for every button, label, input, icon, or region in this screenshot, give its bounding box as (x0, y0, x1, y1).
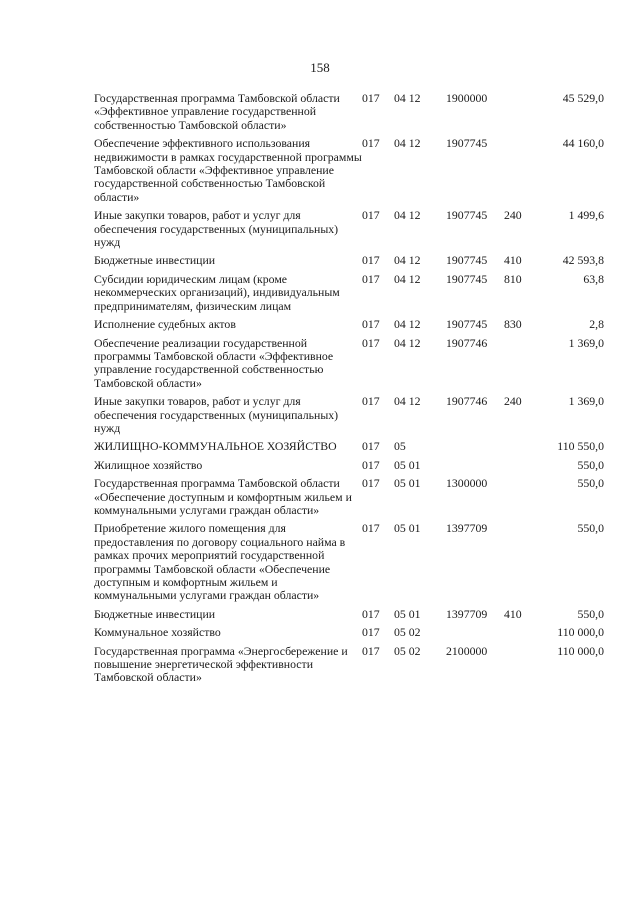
table-row (94, 337, 604, 396)
row-section-code: 05 02 (394, 625, 421, 640)
row-name: Бюджетные инвестиции (94, 253, 216, 268)
row-amount: 110 000,0 (557, 625, 604, 640)
row-target-code: 1907745 (446, 208, 488, 223)
row-expense-type-code: 410 (504, 606, 522, 621)
row-target-code: 1907745 (446, 317, 488, 332)
page-number: 158 (310, 60, 330, 75)
row-name: Государственная программа Тамбовской области «Обеспечение доступным и комфортным жильем и коммунальными услугами граждан области» (94, 476, 352, 517)
budget-table-body (94, 92, 604, 690)
table-row (94, 477, 604, 522)
table-row (94, 522, 604, 607)
row-grbs-code: 017 (362, 136, 380, 151)
row-section-code: 04 12 (394, 317, 421, 332)
row-expense-type-code (504, 522, 540, 607)
row-name: Исполнение судебных актов (94, 317, 236, 332)
table-row (94, 459, 604, 477)
row-grbs-code: 017 (362, 91, 380, 105)
row-expense-type-code (504, 137, 540, 209)
row-section-code: 05 01 (394, 476, 421, 491)
row-amount: 110 000,0 (557, 643, 604, 658)
row-target-code: 1907745 (446, 253, 488, 268)
row-section-code: 05 02 (394, 643, 421, 658)
row-name: Приобретение жилого помещения для предоставления по договору социального найма в рамках прочих мероприятий государственной программы Тамбовской области «Обеспечение доступным и комфортным жильем и коммунальными услугами граждан области» (94, 521, 346, 603)
row-target-code: 1907746 (446, 394, 488, 409)
row-grbs-code: 017 (362, 208, 380, 223)
row-target-code: 1907745 (446, 271, 488, 286)
row-section-code: 04 12 (394, 208, 421, 223)
row-section-code: 05 01 (394, 457, 421, 472)
row-target-code (446, 626, 504, 644)
row-grbs-code: 017 (362, 394, 380, 409)
row-expense-type-code: 830 (504, 317, 522, 332)
row-section-code: 05 01 (394, 521, 421, 536)
row-expense-type-code: 410 (504, 253, 522, 268)
row-amount: 1 369,0 (568, 394, 604, 409)
row-expense-type-code (504, 337, 540, 396)
row-grbs-code: 017 (362, 476, 380, 491)
table-row (94, 254, 604, 272)
row-section-code: 04 12 (394, 394, 421, 409)
row-name: Коммунальное хозяйство (94, 625, 221, 640)
row-section-code: 04 12 (394, 136, 421, 151)
row-target-code: 1900000 (446, 91, 488, 105)
row-expense-type-code (504, 92, 540, 137)
row-name: Субсидии юридическим лицам (кроме некоммерческих организаций), индивидуальным предпринимателям, физическим лицам (94, 271, 340, 313)
row-grbs-code: 017 (362, 457, 380, 472)
row-section-code: 04 12 (394, 271, 421, 286)
row-section-code: 04 12 (394, 335, 421, 350)
row-amount: 550,0 (577, 606, 604, 621)
row-grbs-code: 017 (362, 625, 380, 640)
row-grbs-code: 017 (362, 335, 380, 350)
budget-table (94, 92, 604, 690)
row-expense-type-code: 810 (504, 271, 522, 286)
table-row (94, 645, 604, 690)
row-section-code: 04 12 (394, 253, 421, 268)
row-name: Иные закупки товаров, работ и услуг для обеспечения государственных (муниципальных) нужд (94, 394, 339, 435)
row-amount: 44 160,0 (562, 136, 604, 151)
row-grbs-code: 017 (362, 439, 380, 454)
row-expense-type-code (504, 459, 540, 477)
row-target-code: 1397709 (446, 521, 488, 536)
row-name: Обеспечение реализации государственной программы Тамбовской области «Эффективное управление государственной собственностью Тамбовской области» (94, 335, 334, 390)
row-expense-type-code (504, 645, 540, 690)
table-row (94, 318, 604, 336)
row-name: Иные закупки товаров, работ и услуг для обеспечения государственных (муниципальных) нужд (94, 208, 339, 250)
row-name: Обеспечение эффективного использования недвижимости в рамках государственной программы Тамбовской области «Эффективное управление государственной собственностью Тамбовской области» (94, 136, 362, 204)
row-grbs-code: 017 (362, 521, 380, 536)
row-amount: 42 593,8 (562, 253, 604, 268)
row-name: Государственная программа «Энергосбережение и повышение энергетической эффективности Тамбовской области» (94, 643, 348, 685)
table-row (94, 209, 604, 254)
row-target-code: 1907745 (446, 136, 488, 151)
row-amount: 2,8 (589, 317, 604, 332)
row-target-code: 1907746 (446, 335, 488, 350)
row-target-code: 2100000 (446, 643, 488, 658)
row-target-code (446, 459, 504, 477)
row-grbs-code: 017 (362, 643, 380, 658)
row-amount: 63,8 (583, 271, 604, 286)
table-row (94, 608, 604, 626)
row-grbs-code: 017 (362, 317, 380, 332)
row-target-code: 1300000 (446, 476, 488, 491)
table-row (94, 273, 604, 318)
row-name: Жилищное хозяйство (94, 457, 203, 472)
row-amount: 550,0 (577, 476, 604, 491)
row-section-code: 05 01 (394, 606, 421, 621)
table-row (94, 137, 604, 209)
table-row (94, 626, 604, 644)
row-expense-type-code: 240 (504, 208, 522, 223)
row-target-code (446, 440, 504, 458)
row-name: Бюджетные инвестиции (94, 606, 216, 621)
row-expense-type-code (504, 626, 540, 644)
row-grbs-code: 017 (362, 253, 380, 268)
row-amount: 550,0 (577, 457, 604, 472)
row-expense-type-code (504, 440, 540, 458)
row-expense-type-code (504, 477, 540, 522)
row-amount: 1 499,6 (568, 208, 604, 223)
row-name: ЖИЛИЩНО-КОММУНАЛЬНОЕ ХОЗЯЙСТВО (94, 439, 337, 454)
table-row (94, 92, 604, 137)
row-target-code: 1397709 (446, 606, 488, 621)
row-name: Государственная программа Тамбовской области «Эффективное управление государственной собственностью Тамбовской области» (94, 91, 340, 132)
row-grbs-code: 017 (362, 606, 380, 621)
row-amount: 1 369,0 (568, 335, 604, 350)
row-section-code: 05 (394, 439, 406, 454)
table-row (94, 440, 604, 458)
row-grbs-code: 017 (362, 271, 380, 286)
row-amount: 45 529,0 (562, 91, 604, 105)
table-row (94, 395, 604, 440)
row-amount: 550,0 (577, 521, 604, 536)
row-expense-type-code: 240 (504, 394, 522, 409)
row-amount: 110 550,0 (557, 439, 604, 454)
row-section-code: 04 12 (394, 91, 421, 105)
